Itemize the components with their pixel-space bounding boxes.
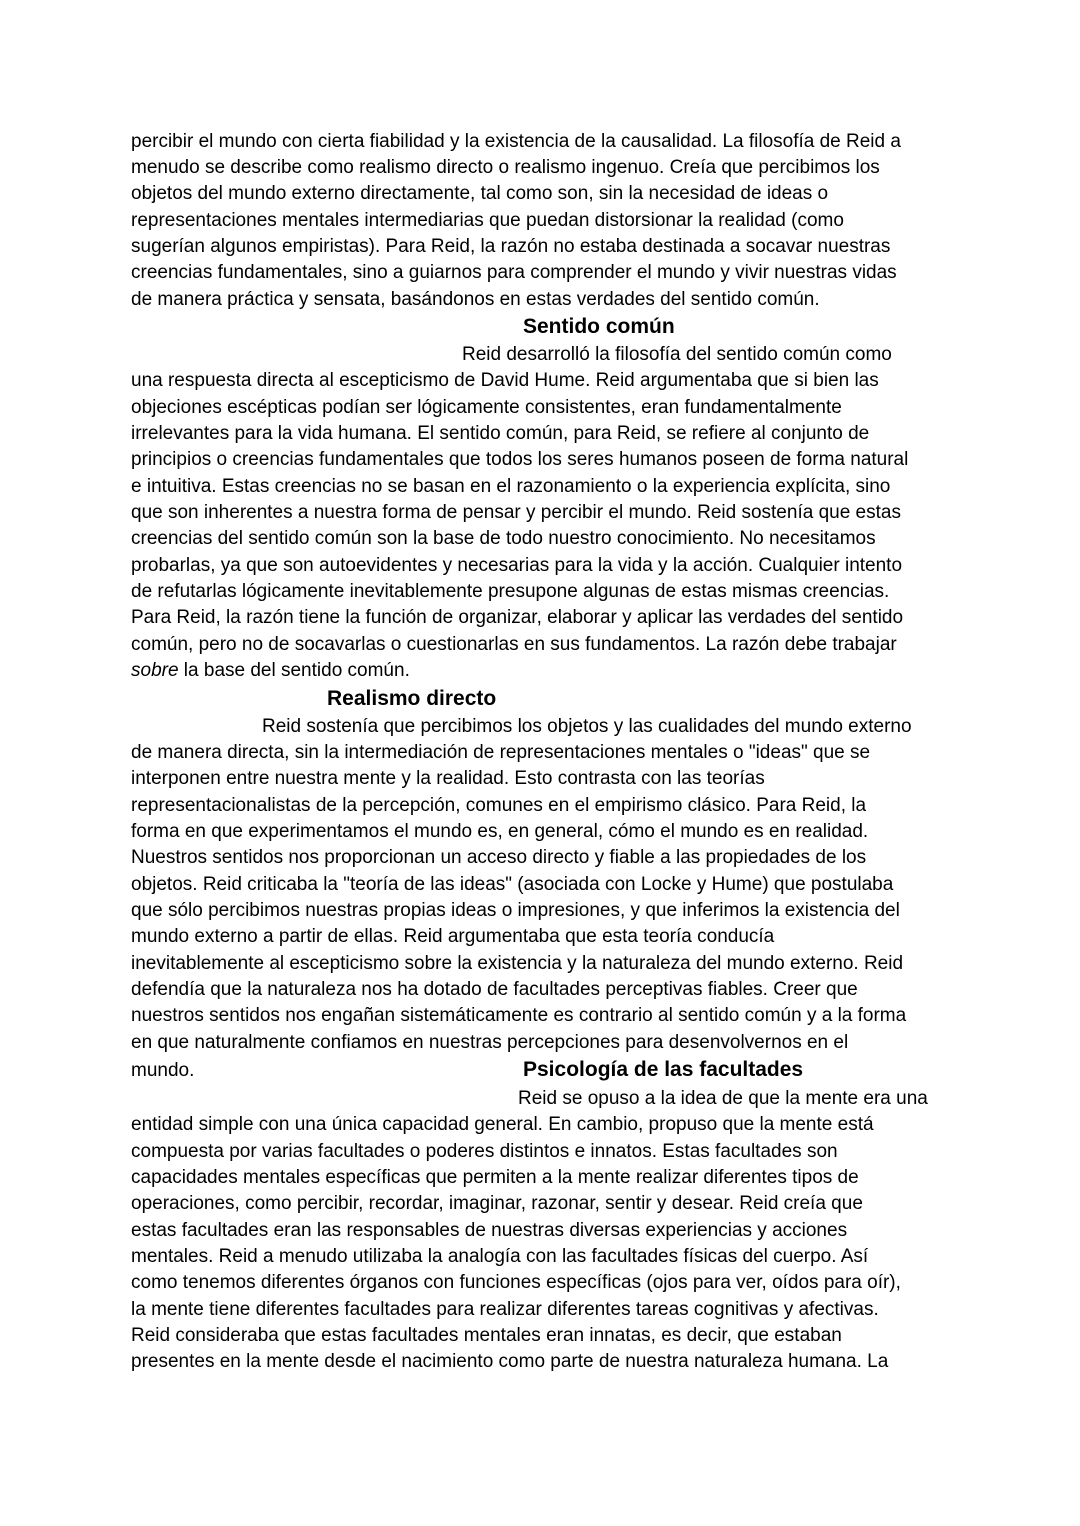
paragraph-line: objetos. Reid criticaba la "teoría de las ideas" (asociada con Locke y Hume) que postulaba bbox=[131, 874, 894, 895]
paragraph-line: compuesta por varias facultades o poderes distintos e innatos. Estas facultades son bbox=[131, 1141, 838, 1162]
paragraph-line: creencias del sentido común son la base de todo nuestro conocimiento. No necesitamos bbox=[131, 528, 876, 549]
paragraph-line: percibir el mundo con cierta fiabilidad y la existencia de la causalidad. La filosofía de Reid a bbox=[131, 131, 901, 152]
paragraph-text: la base del sentido común. bbox=[178, 660, 410, 681]
paragraph-line: probarlas, ya que son autoevidentes y necesarias para la vida y la acción. Cualquier intento bbox=[131, 555, 903, 576]
paragraph-line: Para Reid, la razón tiene la función de organizar, elaborar y aplicar las verdades del sentido bbox=[131, 607, 904, 628]
paragraph-line: capacidades mentales específicas que permiten a la mente realizar diferentes tipos de bbox=[131, 1167, 859, 1188]
paragraph-line: de manera directa, sin la intermediación de representaciones mentales o "ideas" que se bbox=[131, 742, 871, 763]
paragraph-line: de manera práctica y sensata, basándonos en estas verdades del sentido común. bbox=[131, 289, 820, 310]
paragraph-line: irrelevantes para la vida humana. El sentido común, para Reid, se refiere al conjunto de bbox=[131, 423, 870, 444]
paragraph-line: mentales. Reid a menudo utilizaba la analogía con las facultades físicas del cuerpo. Así bbox=[131, 1246, 869, 1267]
paragraph-line: que son inherentes a nuestra forma de pensar y percibir el mundo. Reid sostenía que estas bbox=[131, 502, 901, 523]
paragraph-line: interponen entre nuestra mente y la realidad. Esto contrasta con las teorías bbox=[131, 768, 765, 789]
paragraph-line: e intuitiva. Estas creencias no se basan en el razonamiento o la experiencia explícita, sino bbox=[131, 476, 891, 497]
paragraph-line: que sólo percibimos nuestras propias ideas o impresiones, y que inferimos la existencia del bbox=[131, 900, 900, 921]
paragraph-line: Nuestros sentidos nos proporcionan un acceso directo y fiable a las propiedades de los bbox=[131, 847, 867, 868]
paragraph-line: Reid desarrolló la filosofía del sentido común como bbox=[462, 344, 892, 365]
paragraph-line: Reid se opuso a la idea de que la mente era una bbox=[518, 1088, 928, 1109]
paragraph-line: la mente tiene diferentes facultades para realizar diferentes tareas cognitivas y afectivas. bbox=[131, 1299, 879, 1320]
paragraph-line: creencias fundamentales, sino a guiarnos para comprender el mundo y vivir nuestras vidas bbox=[131, 262, 897, 283]
italic-emphasis: sobre bbox=[131, 660, 179, 681]
paragraph-line: objeciones escépticas podían ser lógicamente consistentes, eran fundamentalmente bbox=[131, 397, 842, 418]
paragraph-line: una respuesta directa al escepticismo de David Hume. Reid argumentaba que si bien las bbox=[131, 370, 879, 391]
paragraph-line: estas facultades eran las responsables de nuestras diversas experiencias y acciones bbox=[131, 1220, 848, 1241]
paragraph-line: principios o creencias fundamentales que todos los seres humanos poseen de forma natural bbox=[131, 449, 909, 470]
paragraph-line: nuestros sentidos nos engañan sistemáticamente es contrario al sentido común y a la forma bbox=[131, 1005, 907, 1026]
paragraph-line: defendía que la naturaleza nos ha dotado de facultades perceptivas fiables. Creer que bbox=[131, 979, 858, 1000]
paragraph-line: común, pero no de socavarlas o cuestionarlas en sus fundamentos. La razón debe trabajar bbox=[131, 634, 897, 655]
paragraph-line: operaciones, como percibir, recordar, imaginar, razonar, sentir y desear. Reid creía que bbox=[131, 1193, 863, 1214]
paragraph-line: Reid sostenía que percibimos los objetos y las cualidades del mundo externo bbox=[262, 716, 912, 737]
paragraph-line: menudo se describe como realismo directo o realismo ingenuo. Creía que percibimos los bbox=[131, 157, 880, 178]
paragraph-line: Reid consideraba que estas facultades mentales eran innatas, es decir, que estaban bbox=[131, 1325, 842, 1346]
paragraph-line bbox=[131, 658, 410, 684]
paragraph-line: objetos del mundo externo directamente, tal como son, sin la necesidad de ideas o bbox=[131, 183, 829, 204]
paragraph-line: representacionalistas de la percepción, comunes en el empirismo clásico. Para Reid, la bbox=[131, 795, 867, 816]
paragraph-line: de refutarlas lógicamente inevitablemente presupone algunas de estas mismas creencias. bbox=[131, 581, 890, 602]
paragraph-line: presentes en la mente desde el nacimiento como parte de nuestra naturaleza humana. La bbox=[131, 1351, 889, 1372]
paragraph-line: en que naturalmente confiamos en nuestras percepciones para desenvolvernos en el bbox=[131, 1032, 849, 1053]
paragraph-line: sugerían algunos empiristas). Para Reid, la razón no estaba destinada a socavar nuestras bbox=[131, 236, 891, 257]
section-heading-realismo-directo: Realismo directo bbox=[327, 687, 497, 710]
paragraph-line: mundo. bbox=[131, 1060, 195, 1081]
paragraph-line: entidad simple con una única capacidad general. En cambio, propuso que la mente está bbox=[131, 1114, 874, 1135]
paragraph-line: forma en que experimentamos el mundo es, en general, cómo el mundo es en realidad. bbox=[131, 821, 869, 842]
paragraph-line: como tenemos diferentes órganos con funciones específicas (ojos para ver, oídos para oír), bbox=[131, 1272, 901, 1293]
paragraph-line: inevitablemente al escepticismo sobre la existencia y la naturaleza del mundo externo. Reid bbox=[131, 953, 904, 974]
paragraph-line: mundo externo a partir de ellas. Reid argumentaba que esta teoría conducía bbox=[131, 926, 775, 947]
paragraph-line: representaciones mentales intermediarias que puedan distorsionar la realidad (como bbox=[131, 210, 844, 231]
section-heading-psicologia-facultades: Psicología de las facultades bbox=[523, 1058, 804, 1081]
section-heading-sentido-comun: Sentido común bbox=[523, 315, 675, 338]
